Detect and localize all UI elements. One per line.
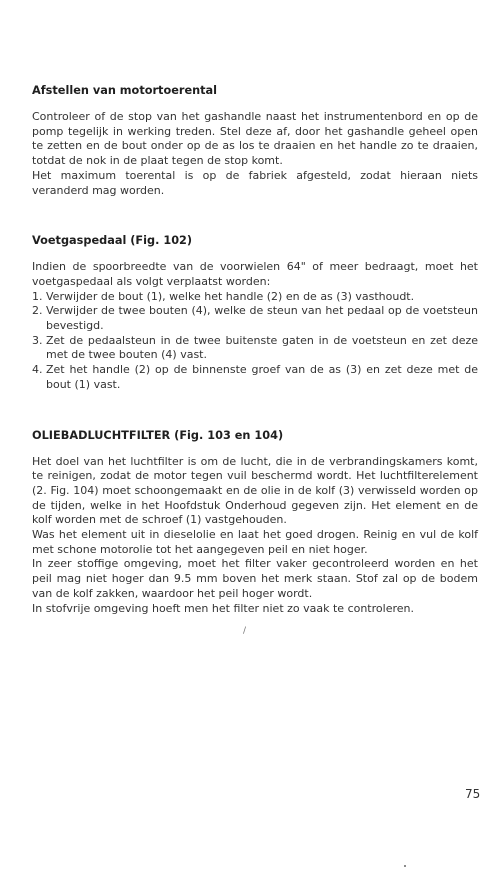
paragraph: Was het element uit in dieselolie en laat het goed drogen. Reinig en vul de kolf met schone motorolie tot het aangegeven peil en niet hoger. bbox=[32, 528, 478, 556]
section-heading: OLIEBADLUCHTFILTER (Fig. 103 en 104) bbox=[32, 428, 284, 442]
list-item bbox=[32, 304, 478, 333]
step-number: 1. bbox=[32, 289, 43, 303]
step-text: Verwijder de bout (1), welke het handle (2) en de as (3) vasthoudt. bbox=[46, 289, 415, 303]
list-item bbox=[32, 334, 478, 363]
step-list bbox=[32, 290, 478, 393]
print-speck bbox=[404, 865, 406, 867]
section-heading: Afstellen van motortoerental bbox=[32, 84, 218, 97]
page-content bbox=[32, 84, 478, 616]
paragraph: Controleer of de stop van het gashandle naast het instrumentenbord en op de pomp tegelijk in werking treden. Stel deze af, door het gashandle geheel open te zetten en de bout onder op de as los te draaien en het handle zo te draaien, totdat de nok in de plaat tegen de stop komt. bbox=[32, 110, 478, 168]
paragraph: Het doel van het luchtfilter is om de lucht, die in de verbrandingskamers komt, te reinigen, zodat de motor tegen vuil beschermd wordt. Het luchtfilterelement (2. Fig. 104) moet schoongemaakt en de olie in de kolf (3) verwisseld worden op de tijden, welke in het Hoofdstuk Onderhoud gegeven zijn. Het element en de kolf worden met de schroef (1) vastgehouden. bbox=[32, 454, 478, 527]
stray-mark: / bbox=[243, 626, 247, 636]
section-voetgaspedaal bbox=[32, 234, 478, 392]
section-heading: Voetgaspedaal (Fig. 102) bbox=[32, 234, 193, 248]
page-number: 75 bbox=[465, 787, 481, 801]
paragraph: Indien de spoorbreedte van de voorwielen 64" of meer bedraagt, moet het voetgaspedaal als volgt verplaatst worden: bbox=[32, 260, 478, 288]
list-item bbox=[32, 290, 478, 305]
step-text: Verwijder de twee bouten (4), welke de steun van het pedaal op de voetsteun bevestigd. bbox=[46, 304, 478, 333]
section-oliebadluchtfilter bbox=[32, 429, 478, 617]
paragraph: In zeer stoffige omgeving, moet het filter vaker gecontroleerd worden en het peil mag niet hoger dan 9.5 mm boven het merk staan. Stof zal op de bodem van de kolf zakken, waardoor het peil hoger wordt. bbox=[32, 557, 478, 600]
step-text: Zet de pedaalsteun in de twee buitenste gaten in de voetsteun en zet deze met de twee bouten (4) vast. bbox=[46, 333, 478, 362]
paragraph: Het maximum toerental is op de fabriek afgesteld, zodat hieraan niets veranderd mag worden. bbox=[32, 168, 478, 197]
list-item bbox=[32, 363, 478, 392]
paragraph: In stofvrije omgeving hoeft men het filter niet zo vaak te controleren. bbox=[32, 601, 414, 615]
step-number: 2. bbox=[32, 304, 43, 318]
step-number: 3. bbox=[32, 333, 43, 347]
section-motortoerental bbox=[32, 84, 478, 198]
step-number: 4. bbox=[32, 363, 43, 377]
step-text: Zet het handle (2) op de binnenste groef van de as (3) en zet deze met de bout (1) vast. bbox=[46, 363, 478, 391]
